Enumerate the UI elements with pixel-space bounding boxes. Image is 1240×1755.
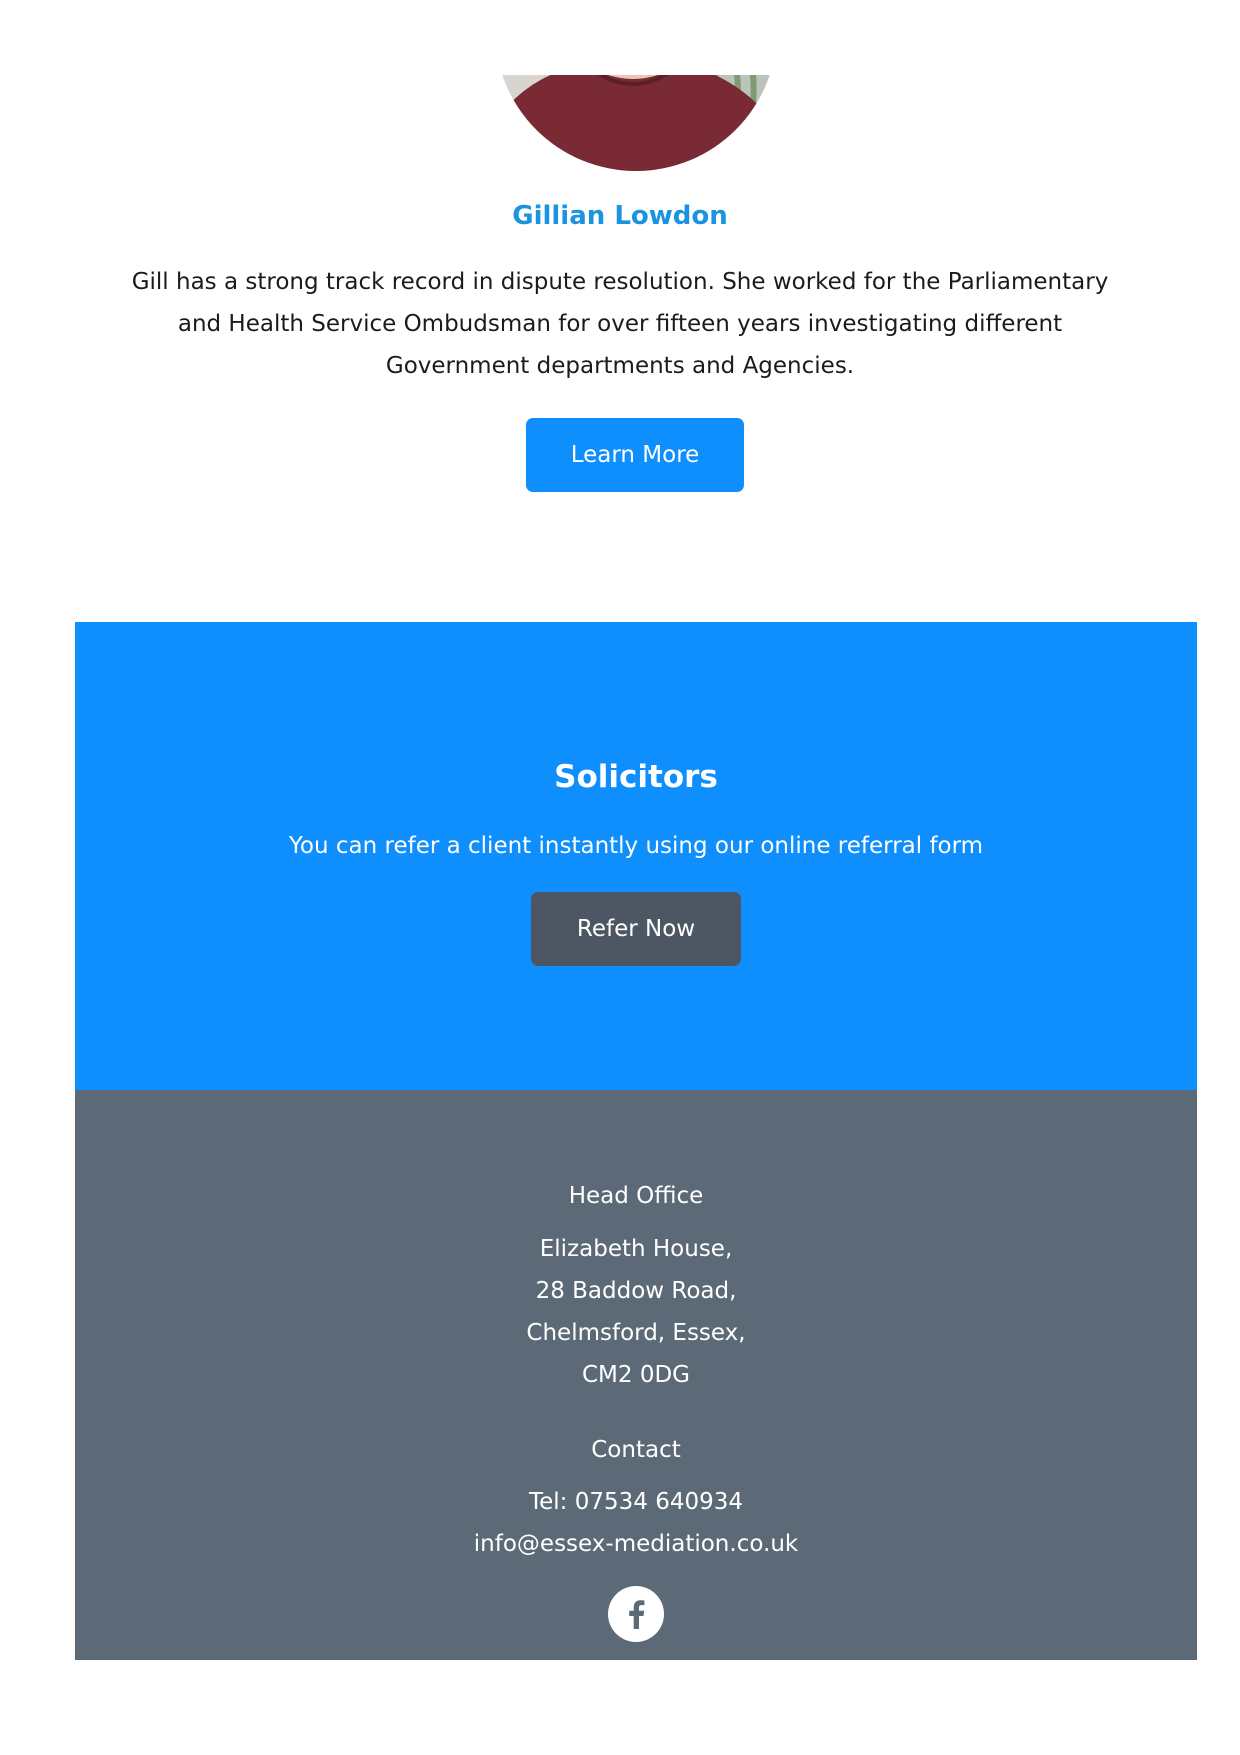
facebook-icon xyxy=(625,1599,647,1629)
head-office-heading: Head Office xyxy=(568,1183,704,1209)
photo-crop-edge xyxy=(0,0,1240,75)
learn-more-button[interactable] xyxy=(526,418,744,492)
telephone-number[interactable]: Tel: 07534 640934 xyxy=(528,1489,744,1515)
solicitors-title: Solicitors xyxy=(554,759,718,795)
refer-now-label: Refer Now xyxy=(576,916,696,942)
email-link[interactable]: info@essex-mediation.co.uk xyxy=(473,1531,799,1557)
learn-more-label: Learn More xyxy=(570,442,700,468)
address-line: 28 Baddow Road, xyxy=(535,1278,737,1304)
team-member-name: Gillian Lowdon xyxy=(512,201,728,231)
site-footer xyxy=(75,1090,1197,1660)
solicitors-banner xyxy=(75,622,1197,1090)
address-line: Chelmsford, Essex, xyxy=(526,1320,746,1346)
address-line: CM2 0DG xyxy=(581,1362,690,1388)
refer-now-button[interactable] xyxy=(531,892,741,966)
solicitors-text: You can refer a client instantly using our online referral form xyxy=(288,833,984,859)
facebook-button[interactable] xyxy=(608,1586,664,1642)
team-member-bio: Gill has a strong track record in dispute resolution. She worked for the Parliamentary and Health Service Ombudsman for over fifteen years investigating different Government departments and Agencies. xyxy=(131,269,1109,379)
address-line: Elizabeth House, xyxy=(539,1236,733,1262)
head-office-address xyxy=(75,1228,1197,1396)
contact-heading: Contact xyxy=(591,1437,681,1463)
profile-photo-area xyxy=(0,0,1240,171)
